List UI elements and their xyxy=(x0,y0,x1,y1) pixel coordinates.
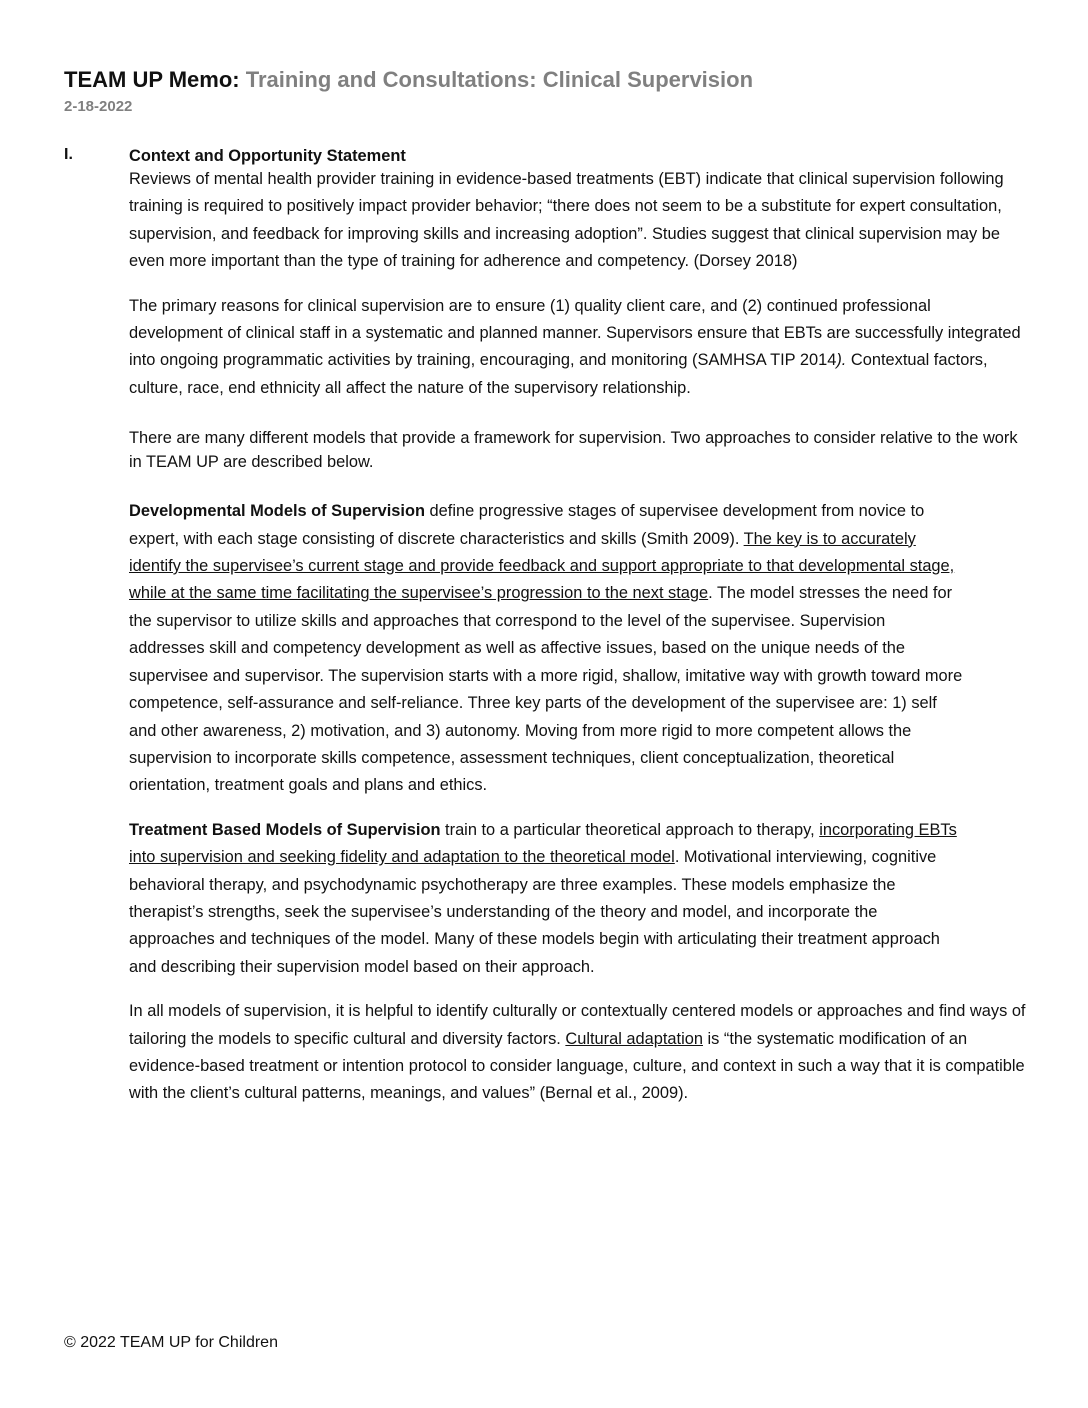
cultural-adaptation-text1: In all models of supervision, it is helpful to identify culturally or contextually centered models or approaches and find ways of tailoring the models to specific cultural and diversity factors. xyxy=(129,1002,1026,1048)
paragraph-context: Reviews of mental health provider training in evidence-based treatments (EBT) indicate that clinical supervision following training is required to positively impact provider behavior; “there does not seem to be a substitute for expert consultation, supervision, and feedback for improving skills and increasing adoption”. Studies suggest that clinical supervision may be even more important than the type of training for adherence and competency. (Dorsey 2018) xyxy=(129,170,1004,271)
paragraph-cultural-adaptation xyxy=(129,998,1029,1108)
memo-subject: Training and Consultations: Clinical Supervision xyxy=(245,67,754,92)
paragraph-reasons-tail: Contextual factors, culture, race, end ethnicity all affect the nature of the supervisory relationship. xyxy=(129,351,988,397)
section-number: I. xyxy=(64,146,73,163)
developmental-models-text2: . The model stresses the need for the supervisor to utilize skills and approaches that correspond to the level of the supervisee. Supervision addresses skill and competency development as well as affective issues, based on the unique needs of the supervisee and supervisor. The supervision starts with a more rigid, shallow, imitative way with growth toward more competence, self-assurance and self-reliance. Three key parts of the development of the supervisee are: 1) self and other awareness, 2) motivation, and 3) autonomy. Moving from more rigid to more competent allows the supervision to incorporate skills competence, assessment techniques, client conceptualization, theoretical orientation, treatment goals and plans and ethics. xyxy=(129,584,963,795)
paragraph-reasons xyxy=(129,293,1029,403)
paragraph-reasons-italic: ). xyxy=(836,351,847,370)
paragraph-treatment-models xyxy=(129,817,965,981)
memo-date: 2-18-2022 xyxy=(64,98,133,115)
section-heading: Context and Opportunity Statement xyxy=(129,147,406,165)
paragraph-developmental-models xyxy=(129,498,965,799)
section-content xyxy=(129,146,1029,1108)
treatment-models-text2: . Motivational interviewing, cognitive behavioral therapy, and psychodynamic psychotherapy are three examples. These models emphasize the therapist’s strengths, seek the supervisee’s understanding of the theory and model, and incorporate the approaches and techniques of the model. Many of these models begin with articulating their treatment approach and describing their supervision model based on their approach. xyxy=(129,848,940,976)
treatment-models-underlined: incorporating EBTs into supervision and seeking fidelity and adaptation to the theoretical model xyxy=(129,820,957,867)
developmental-models-underlined: The key is to accurately identify the supervisee’s current stage and provide feedback and support appropriate to that developmental stage, while at the same time facilitating the supervisee’s progression to the next stage xyxy=(129,529,955,603)
paragraph-models-intro: There are many different models that provide a framework for supervision. Two approaches to consider relative to the work in TEAM UP are described below. xyxy=(129,429,1018,472)
treatment-models-text1: train to a particular theoretical approach to therapy, xyxy=(440,820,820,839)
developmental-models-lead: Developmental Models of Supervision xyxy=(129,502,425,521)
memo-title xyxy=(64,66,753,94)
developmental-models-text1: define progressive stages of supervisee development from novice to expert, with each stage consisting of discrete characteristics and skills (Smith 2009). xyxy=(129,502,925,548)
footer-copyright: © 2022 TEAM UP for Children xyxy=(64,1334,278,1351)
paragraph-reasons-text: The primary reasons for clinical supervision are to ensure (1) quality client care, and (2) continued professional development of clinical staff in a systematic and planned manner. Supervisors ensure that EBTs are successfully integrated into ongoing programmatic activities by training, encouraging, and monitoring (SAMHSA TIP 2014 xyxy=(129,296,1021,370)
treatment-models-lead: Treatment Based Models of Supervision xyxy=(129,820,441,839)
cultural-adaptation-text2: is “the systematic modification of an evidence-based treatment or intention protocol to consider language, culture, and context in such a way that it is compatible with the client’s cultural patterns, meanings, and values” (Bernal et al., 2009). xyxy=(129,1029,1025,1103)
memo-label: TEAM UP Memo: xyxy=(64,67,240,92)
cultural-adaptation-underlined: Cultural adaptation xyxy=(565,1029,703,1048)
